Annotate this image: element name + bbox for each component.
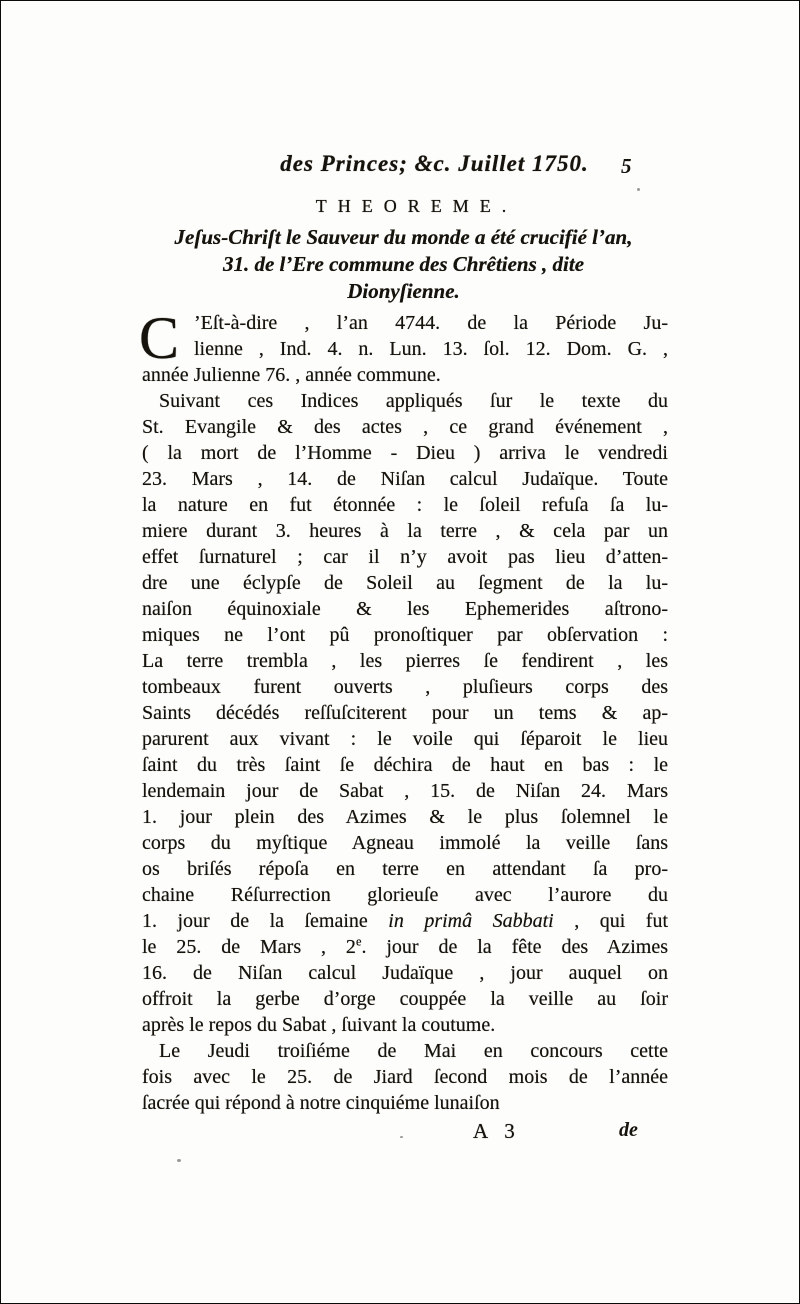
text-segment: Saints décédés reſſuſciterent pour un tems & ap- [142, 702, 668, 724]
scan-speck [177, 1159, 181, 1162]
text-line [142, 960, 668, 986]
text-segment: Le Jeudi troiſiéme de Mai en concours cette [159, 1040, 668, 1062]
argument-subtitle [131, 224, 676, 305]
text-segment: fois avec le 25. de Jiard ſecond mois de l’année [142, 1066, 668, 1088]
text-segment: dre une éclypſe de Soleil au ſegment de la lu- [142, 572, 668, 594]
text-segment: année Julienne 76. , année commune. [142, 364, 441, 386]
text-segment: ’Eſt-à-dire , l’an 4744. de la Période Ju- [194, 312, 668, 334]
text-segment: parurent aux vivant : le voile qui ſéparoit le lieu [142, 728, 668, 750]
text-line [142, 856, 668, 882]
text-line [142, 986, 668, 1012]
text-segment: 1. jour de la ſemaine [142, 910, 389, 932]
text-line [142, 518, 668, 544]
text-line [142, 570, 668, 596]
running-title: des Princes; &c. Juillet 1750. [280, 151, 589, 176]
text-segment: ſaint du très ſaint ſe déchira de haut en bas : le [142, 754, 668, 776]
text-line [142, 674, 668, 700]
text-line [142, 726, 668, 752]
text-segment: chaine Réſurrection glorieuſe avec l’aurore du [142, 884, 668, 906]
text-segment: lienne , Ind. 4. n. Lun. 13. ſol. 12. Dom. G. , [194, 338, 668, 360]
signature-mark: A 3 [473, 1119, 521, 1143]
text-segment: Suivant ces Indices appliqués ſur le texte du [159, 390, 668, 412]
text-segment: ( la mort de l’Homme - Dieu ) arriva le vendredi [142, 442, 668, 464]
text-line [142, 700, 668, 726]
text-line [142, 1064, 668, 1090]
text-segment: e [355, 934, 362, 949]
scan-speck [400, 1136, 403, 1138]
text-line [142, 752, 668, 778]
text-line [142, 934, 668, 960]
text-segment: miere durant 3. heures à la terre , & cela par un [142, 520, 668, 542]
subtitle-line: 31. de l’Ere commune des Chrêtiens , dite [222, 252, 585, 276]
text-line [142, 388, 668, 414]
section-title: THEOREME. [315, 196, 518, 216]
text-line [142, 908, 668, 934]
text-line [142, 362, 668, 388]
text-segment: os briſés répoſa en terre en attendant ſa pro- [142, 858, 668, 880]
text-segment: 16. de Niſan calcul Judaïque , jour auquel on [142, 962, 668, 984]
text-line [142, 336, 668, 362]
text-line [142, 466, 668, 492]
text-segment: . jour de la fête des Azimes [361, 936, 668, 958]
text-line [142, 544, 668, 570]
body-text-block [139, 305, 669, 1116]
text-segment: , qui fut [553, 910, 669, 932]
text-segment: corps du myſtique Agneau immolé la veille ſans [142, 832, 668, 854]
text-line [142, 804, 668, 830]
text-segment: ſacrée qui répond à notre cinquiéme lunaiſon [142, 1092, 500, 1114]
subtitle-line: Dionyſienne. [347, 279, 460, 303]
text-segment: lendemain jour de Sabat , 15. de Niſan 24. Mars [142, 780, 668, 802]
text-segment: 1. jour plein des Azimes & le plus ſolemnel le [142, 806, 668, 828]
text-line [142, 596, 668, 622]
text-line [142, 440, 668, 466]
text-segment: le 25. de Mars , 2 [142, 936, 356, 958]
text-segment: La terre trembla , les pierres ſe fendirent , les [142, 650, 668, 672]
text-segment: effet ſurnaturel ; car il n’y avoit pas lieu d’atten- [142, 546, 668, 568]
text-line [142, 778, 668, 804]
text-line [142, 648, 668, 674]
text-line [142, 1090, 668, 1116]
text-segment: après le repos du Sabat , ſuivant la coutume. [142, 1014, 496, 1036]
text-segment: St. Evangile & des actes , ce grand événement , [142, 416, 668, 438]
text-line [142, 492, 668, 518]
subtitle-line: Jeſus-Chriſt le Sauveur du monde a été crucifié l’an, [174, 225, 633, 249]
body-lines [142, 310, 668, 1116]
text-line [142, 1038, 668, 1064]
text-segment: 23. Mars , 14. de Niſan calcul Judaïque. Toute [142, 468, 668, 490]
text-segment: miques ne l’ont pû pronoſtiquer par obſervation : [142, 624, 668, 646]
text-segment: offroit la gerbe d’orge couppée la veille au ſoir [142, 988, 668, 1010]
text-segment: tombeaux furent ouverts , pluſieurs corps des [142, 676, 668, 698]
drop-cap-initial: C [139, 305, 180, 371]
text-line [142, 882, 668, 908]
text-segment: la nature en fut étonnée : le ſoleil refuſa ſa lu- [142, 494, 668, 516]
text-line [142, 830, 668, 856]
page-number: 5 [621, 154, 632, 178]
text-line [142, 414, 668, 440]
text-line [142, 622, 668, 648]
scan-speck [637, 188, 640, 191]
text-line [142, 1012, 668, 1038]
text-segment: in primâ Sabbati [388, 910, 554, 932]
catchword: de [619, 1119, 638, 1141]
text-line [142, 310, 668, 336]
text-segment: naiſon équinoxiale & les Ephemerides aſtrono- [142, 598, 668, 620]
